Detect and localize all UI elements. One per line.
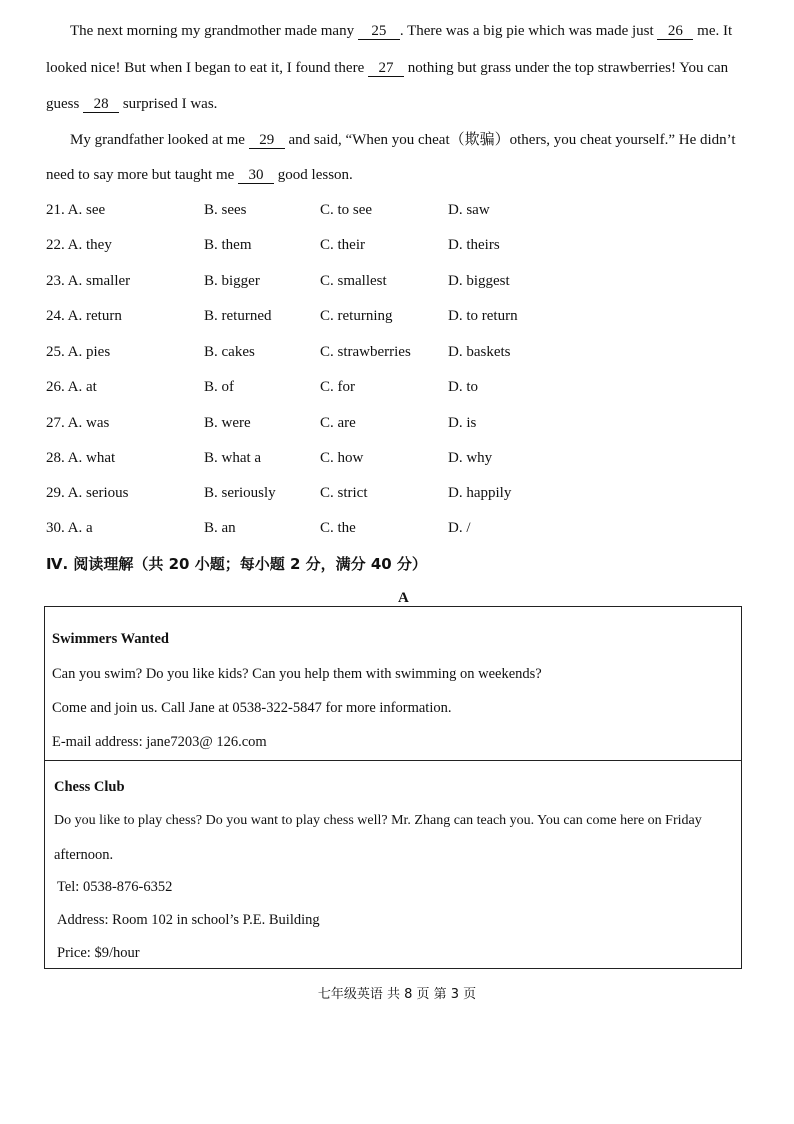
option-a: 24. A. return: [46, 308, 122, 324]
option-d: D. /: [448, 520, 471, 536]
ad2-line: afternoon.: [54, 847, 114, 863]
passage-label: A: [398, 590, 409, 606]
option-c: C. strict: [320, 485, 368, 501]
option-d: D. saw: [448, 202, 490, 218]
option-c: C. their: [320, 237, 365, 253]
cloze-text: nothing but grass under the top strawberries! You can: [403, 60, 729, 76]
cloze-text: looked nice! But when I began to eat it, I found there: [46, 60, 368, 76]
option-c: C. are: [320, 415, 356, 431]
option-c: C. smallest: [320, 273, 387, 289]
cloze-text: guess: [46, 96, 84, 112]
option-d: D. to return: [448, 308, 518, 324]
option-a: 30. A. a: [46, 520, 93, 536]
ad1-email: E-mail address: jane7203@ 126.com: [52, 734, 267, 750]
cloze-line-3: [46, 96, 752, 113]
ad2-tel: Tel: 0538-876-6352: [57, 879, 173, 895]
option-a: 28. A. what: [46, 450, 116, 466]
option-c: C. returning: [320, 308, 393, 324]
option-a: 26. A. at: [46, 379, 97, 395]
option-b: B. seriously: [204, 485, 276, 501]
blank-25: 25: [358, 23, 400, 40]
option-b: B. them: [204, 237, 252, 253]
option-d: D. to: [448, 379, 478, 395]
cloze-line-4: [70, 132, 750, 149]
option-b: B. sees: [204, 202, 247, 218]
option-d: D. baskets: [448, 344, 511, 360]
cloze-text: good lesson.: [274, 167, 353, 183]
cloze-text: me. It: [693, 23, 733, 39]
option-a: 25. A. pies: [46, 344, 111, 360]
cloze-line-2: [46, 60, 752, 77]
cloze-text: surprised I was.: [119, 96, 218, 112]
blank-27: 27: [368, 60, 404, 77]
option-d: D. happily: [448, 485, 512, 501]
cloze-text: . There was a big pie which was made just: [399, 23, 658, 39]
ad2-price: Price: $9/hour: [57, 945, 140, 961]
blank-29: 29: [249, 132, 285, 149]
ad2-address: Address: Room 102 in school’s P.E. Building: [57, 912, 320, 928]
option-a: 29. A. serious: [46, 485, 129, 501]
cloze-text: The next morning my grandmother made many: [70, 23, 358, 39]
ad1-line: Come and join us. Call Jane at 0538-322-5847 for more information.: [52, 700, 452, 716]
blank-30: 30: [238, 167, 274, 184]
option-c: C. strawberries: [320, 344, 411, 360]
section-title: Ⅳ. 阅读理解（共 20 小题；每小题 2 分，满分 40 分）: [46, 555, 427, 573]
ad2-line: Do you like to play chess? Do you want to play chess well? Mr. Zhang can teach you. You can come here on Friday: [54, 813, 702, 828]
option-a: 22. A. they: [46, 237, 112, 253]
blank-26: 26: [657, 23, 693, 40]
cloze-text: My grandfather looked at me: [70, 132, 249, 148]
cloze-line-5: [46, 167, 752, 184]
option-b: B. returned: [204, 308, 272, 324]
option-c: C. for: [320, 379, 355, 395]
option-a: 21. A. see: [46, 202, 106, 218]
cloze-line-1: [70, 23, 750, 40]
option-c: C. to see: [320, 202, 373, 218]
ad1-title: Swimmers Wanted: [52, 631, 169, 647]
ads-divider: [44, 760, 742, 761]
cloze-text: and said, “When you cheat（欺骗）others, you cheat yourself.” He didn’t: [284, 132, 736, 148]
option-a: 23. A. smaller: [46, 273, 131, 289]
cloze-text: need to say more but taught me: [46, 167, 239, 183]
page-footer: 七年级英语 共 8 页 第 3 页: [317, 987, 477, 1002]
ad2-title: Chess Club: [54, 779, 125, 795]
option-d: D. biggest: [448, 273, 510, 289]
option-d: D. theirs: [448, 237, 500, 253]
option-b: B. cakes: [204, 344, 255, 360]
option-b: B. an: [204, 520, 236, 536]
option-b: B. bigger: [204, 273, 260, 289]
option-b: B. were: [204, 415, 251, 431]
option-d: D. why: [448, 450, 493, 466]
blank-28: 28: [83, 96, 119, 113]
option-b: B. of: [204, 379, 234, 395]
option-c: C. the: [320, 520, 356, 536]
option-a: 27. A. was: [46, 415, 110, 431]
option-b: B. what a: [204, 450, 262, 466]
ad1-line: Can you swim? Do you like kids? Can you help them with swimming on weekends?: [52, 666, 542, 682]
option-d: D. is: [448, 415, 477, 431]
option-c: C. how: [320, 450, 364, 466]
